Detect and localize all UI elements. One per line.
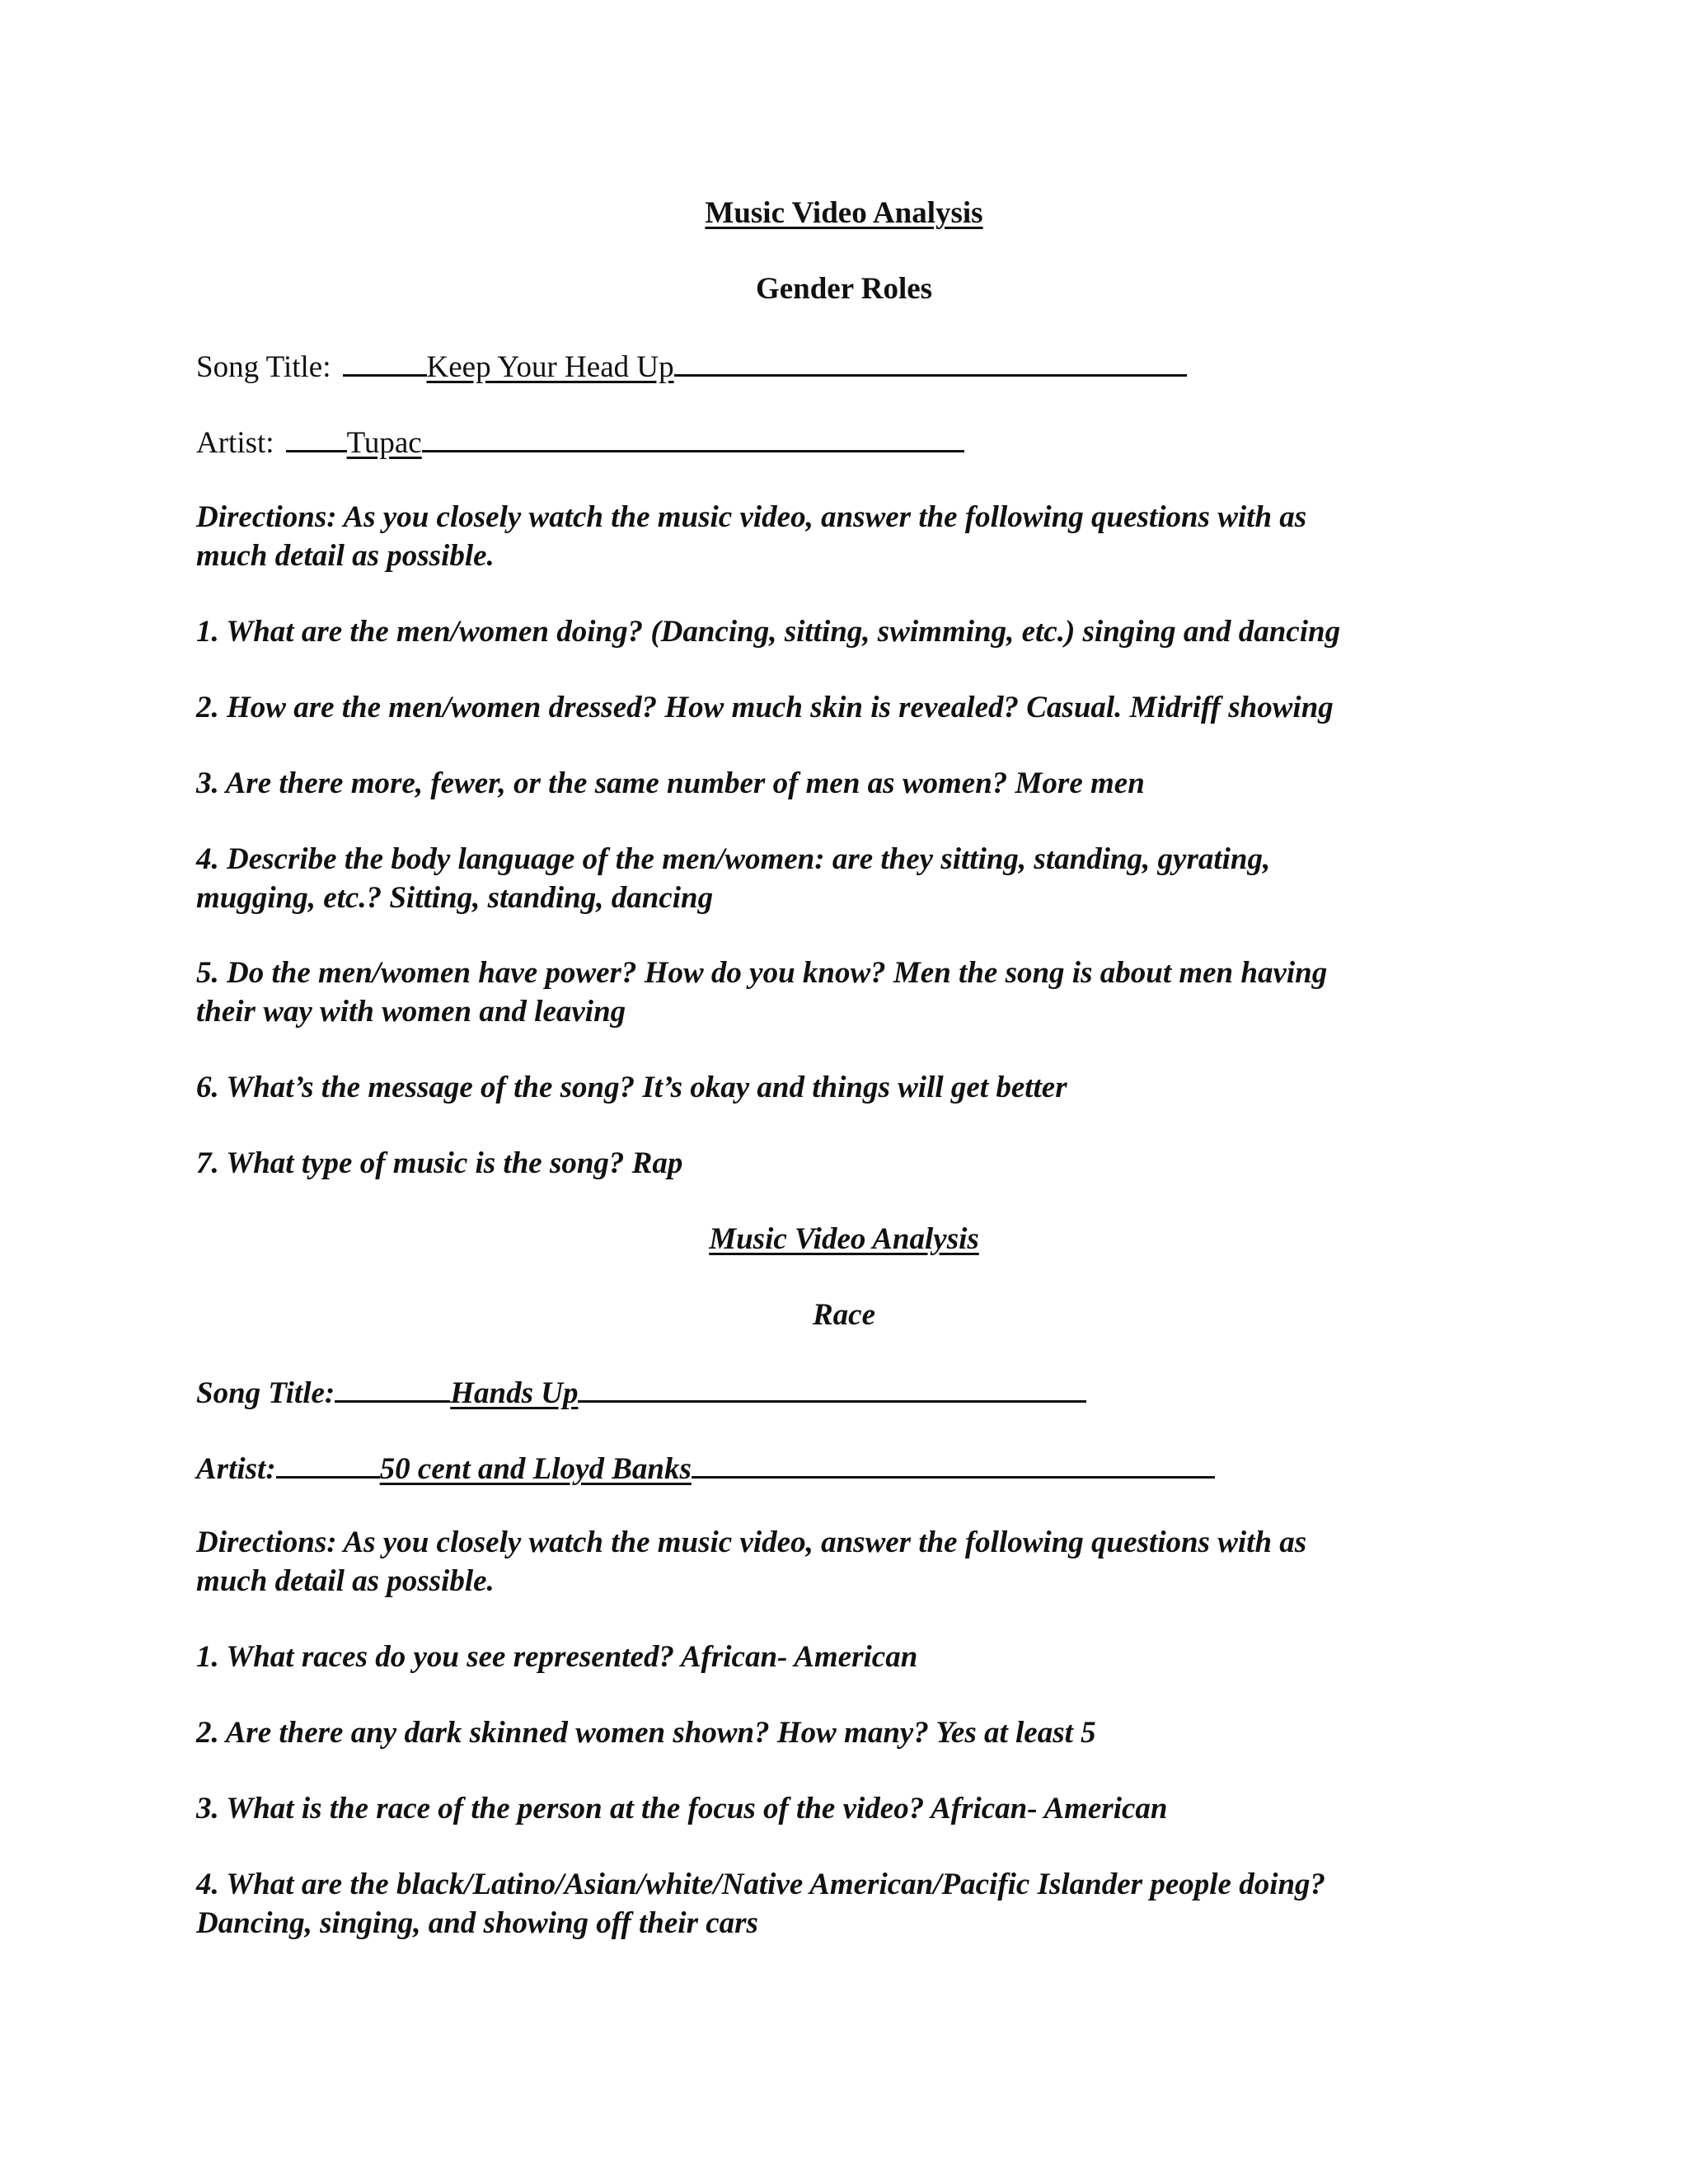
song-title-blank-trailing: [578, 1372, 1086, 1403]
section2-question-4-line2: Dancing, singing, and showing off their cars: [196, 1906, 758, 1940]
section2-question-4-line1: 4. What are the black/Latino/Asian/white/Native American/Pacific Islander people doing?: [196, 1868, 1326, 1901]
section1-subtitle: Gender Roles: [755, 272, 933, 306]
song-title-value: Keep Your Head Up: [426, 350, 674, 384]
song-title-blank: [343, 346, 427, 377]
section1-directions-line1: Directions: As you closely watch the music video, answer the following questions with as: [196, 500, 1307, 534]
section1-artist-field: [196, 422, 964, 462]
section1-question-5-line1: 5. Do the men/women have power? How do you know? Men the song is about men having: [196, 956, 1328, 990]
section1-song-field: [196, 346, 1187, 387]
section1-question-2: 2. How are the men/women dressed? How much skin is revealed? Casual. Midriff showing: [196, 691, 1334, 724]
song-title-label: Song Title:: [196, 1376, 335, 1410]
section1-directions-line2: much detail as possible.: [196, 539, 495, 573]
section2-question-1: 1. What races do you see represented? African- American: [196, 1640, 918, 1674]
section1-question-5-line2: their way with women and leaving: [196, 995, 626, 1029]
artist-blank-trailing: [692, 1448, 1215, 1479]
section1-question-4-line2: mugging, etc.? Sitting, standing, dancing: [196, 881, 714, 915]
artist-label: Artist:: [196, 426, 274, 460]
song-title-blank-trailing: [674, 346, 1187, 377]
section1-question-3: 3. Are there more, fewer, or the same number of men as women? More men: [196, 766, 1145, 800]
artist-value: Tupac: [346, 426, 422, 460]
section1-question-4-line1: 4. Describe the body language of the men/women: are they sitting, standing, gyrating,: [196, 842, 1271, 876]
section2-directions-line2: much detail as possible.: [196, 1564, 495, 1598]
song-title-value: Hands Up: [450, 1376, 579, 1410]
artist-blank-trailing: [422, 422, 964, 452]
section2-artist-field: [196, 1448, 1215, 1488]
artist-label: Artist:: [196, 1452, 276, 1486]
section2-title: Music Video Analysis: [709, 1222, 979, 1256]
artist-blank: [286, 422, 347, 452]
song-title-label: Song Title:: [196, 350, 331, 384]
section1-question-6: 6. What’s the message of the song? It’s okay and things will get better: [196, 1071, 1067, 1104]
section2-question-3: 3. What is the race of the person at the focus of the video? African- American: [196, 1792, 1168, 1825]
section1-title: Music Video Analysis: [705, 196, 983, 230]
section1-question-7: 7. What type of music is the song? Rap: [196, 1146, 683, 1180]
song-title-blank: [335, 1372, 450, 1403]
section2-subtitle: Race: [812, 1298, 876, 1332]
artist-value: 50 cent and Lloyd Banks: [379, 1452, 692, 1486]
section2-question-2: 2. Are there any dark skinned women shown? How many? Yes at least 5: [196, 1716, 1096, 1750]
section1-question-1: 1. What are the men/women doing? (Dancing, sitting, swimming, etc.) singing and dancing: [196, 615, 1341, 649]
section2-directions-line1: Directions: As you closely watch the music video, answer the following questions with as: [196, 1526, 1307, 1559]
artist-blank: [276, 1448, 380, 1479]
section2-song-field: [196, 1372, 1086, 1413]
